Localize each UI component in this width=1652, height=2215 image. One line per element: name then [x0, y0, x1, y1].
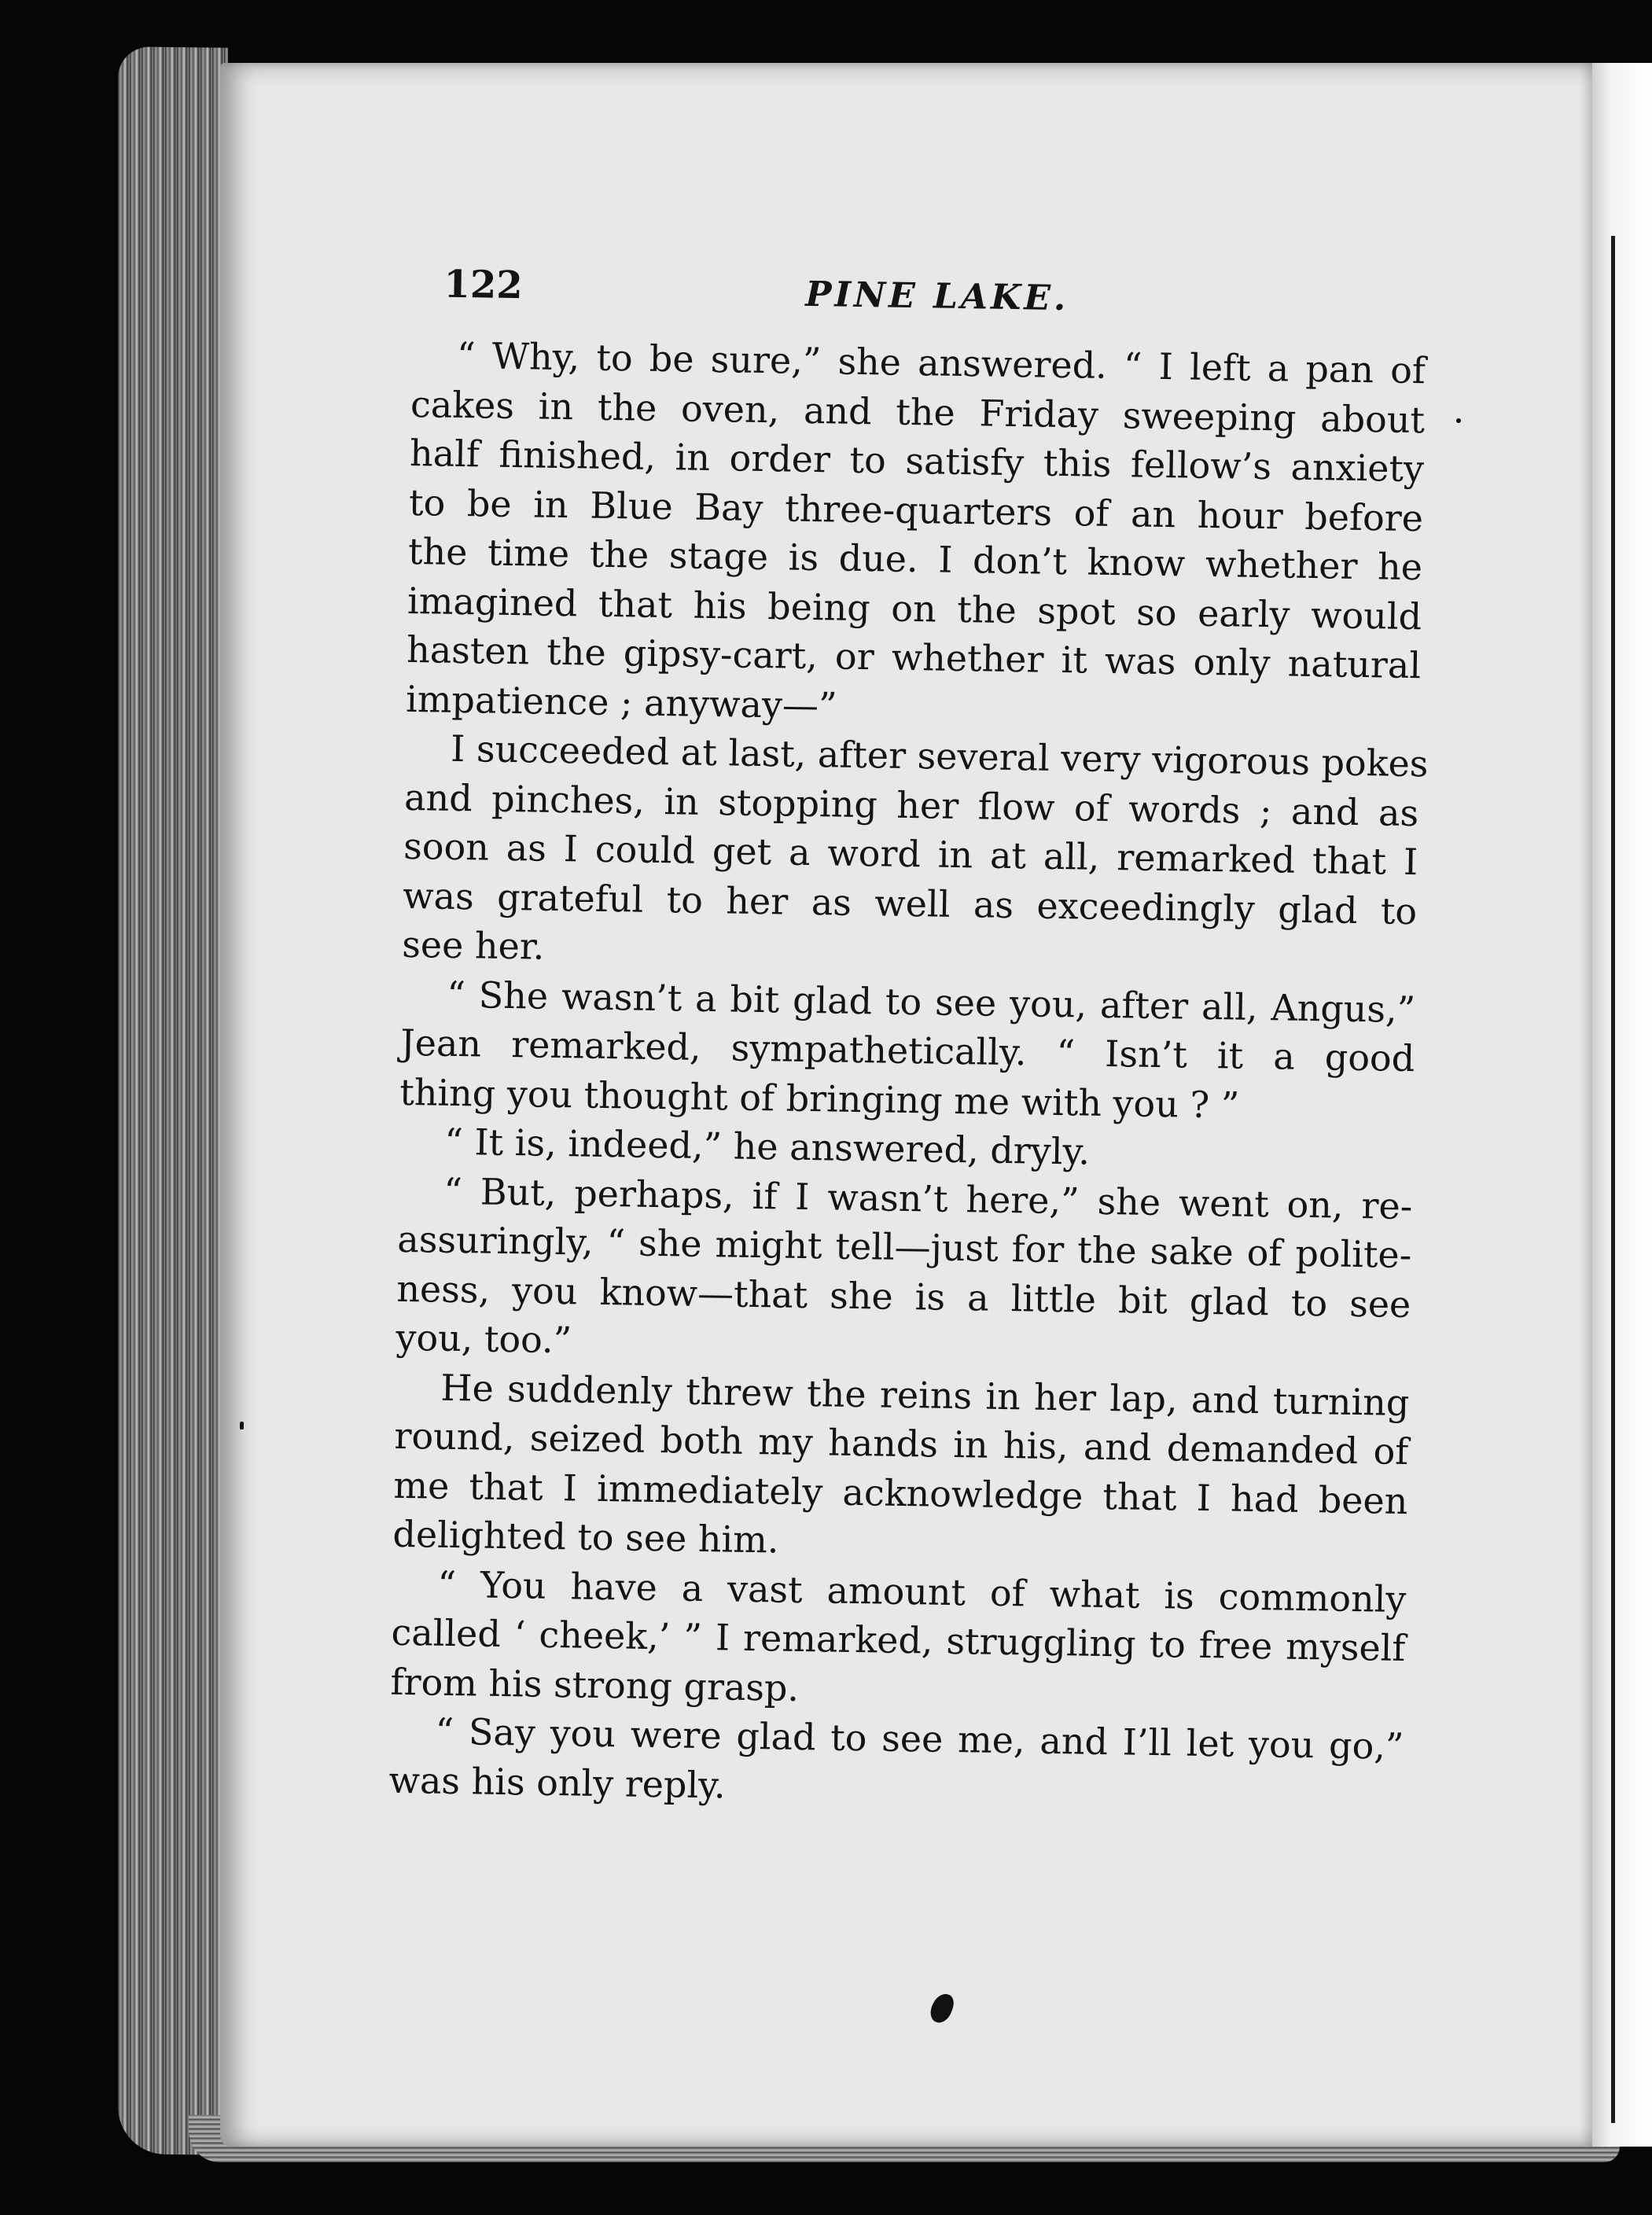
text-line: ness, you know—that she is a little bit glad to see [396, 1267, 1411, 1326]
paragraph [388, 1706, 1404, 1820]
text-line: thing you thought of bringing me with you ? ” [399, 1070, 1240, 1127]
margin-speck [1456, 418, 1461, 423]
page-text [388, 259, 1427, 1820]
text-line: round, seized both my hands in his, and demanded of [394, 1414, 1409, 1474]
text-line: see her. [401, 922, 545, 968]
text-line: delighted to see him. [392, 1512, 779, 1562]
page-number: 122 [443, 262, 524, 308]
text-line: soon as I could get a word in at all, remarked that I [403, 824, 1418, 884]
paragraph [399, 969, 1416, 1132]
text-line: Jean remarked, sympathetically. “ Isn’t it a good [399, 1021, 1415, 1080]
paragraph [406, 330, 1426, 739]
facing-page-edge [1611, 236, 1615, 2123]
text-line: “ It is, indeed,” he answered, dryly. [443, 1120, 1091, 1173]
margin-speck [240, 1422, 244, 1429]
text-line: from his strong grasp. [390, 1660, 800, 1709]
text-line: “ But, perhaps, if I wasn’t here,” she went on, re- [443, 1169, 1413, 1227]
text-line: cakes in the oven, and the Friday sweeping about [410, 382, 1426, 441]
text-line: I succeeded at last, after several very vigorous pokes [450, 727, 1429, 786]
paragraph [396, 1165, 1413, 1378]
paragraph [401, 723, 1429, 985]
text-line: “ She wasn’t a bit glad to see you, after all, Angus,” [446, 973, 1416, 1031]
right-margin [1592, 63, 1652, 2147]
text-line: “ Why, to be sure,” she answered. “ I left a pan of [456, 333, 1426, 392]
text-line: He suddenly threw the reins in her lap, and turning [440, 1366, 1410, 1424]
text-line: to be in Blue Bay three-quarters of an hour before [408, 480, 1424, 539]
text-line: imagined that his being on the spot so early would [407, 579, 1422, 638]
text-line: was grateful to her as well as exceedingly glad to [402, 874, 1418, 933]
text-line: assuringly, “ she might tell—just for the sake of polite- [397, 1217, 1412, 1277]
text-line: “ Say you were glad to see me, and I’ll let you go,” [435, 1709, 1404, 1768]
paragraph [390, 1558, 1407, 1722]
text-line: called ‘ cheek,’ ” I remarked, struggling to free myself [391, 1610, 1406, 1670]
text-line: “ You have a vast amount of what is commonly [437, 1562, 1407, 1621]
text-line: me that I immediately acknowledge that I had been [393, 1463, 1408, 1522]
text-line: hasten the gipsy-cart, or whether it was only natural [406, 627, 1422, 687]
text-line: the time the stage is due. I don’t know whether he [407, 529, 1423, 589]
body-text [388, 330, 1429, 1820]
text-line: half finished, in order to satisfy this fellow’s anxiety [409, 431, 1425, 491]
text-line: was his only reply. [388, 1758, 727, 1806]
paragraph [392, 1362, 1410, 1574]
running-title: PINE LAKE. [804, 274, 1069, 319]
page-edges [118, 46, 228, 2154]
text-line: you, too.” [396, 1315, 572, 1362]
text-line: impatience ; anyway—” [405, 677, 837, 727]
text-line: and pinches, in stopping her flow of words ; and as [403, 775, 1419, 834]
